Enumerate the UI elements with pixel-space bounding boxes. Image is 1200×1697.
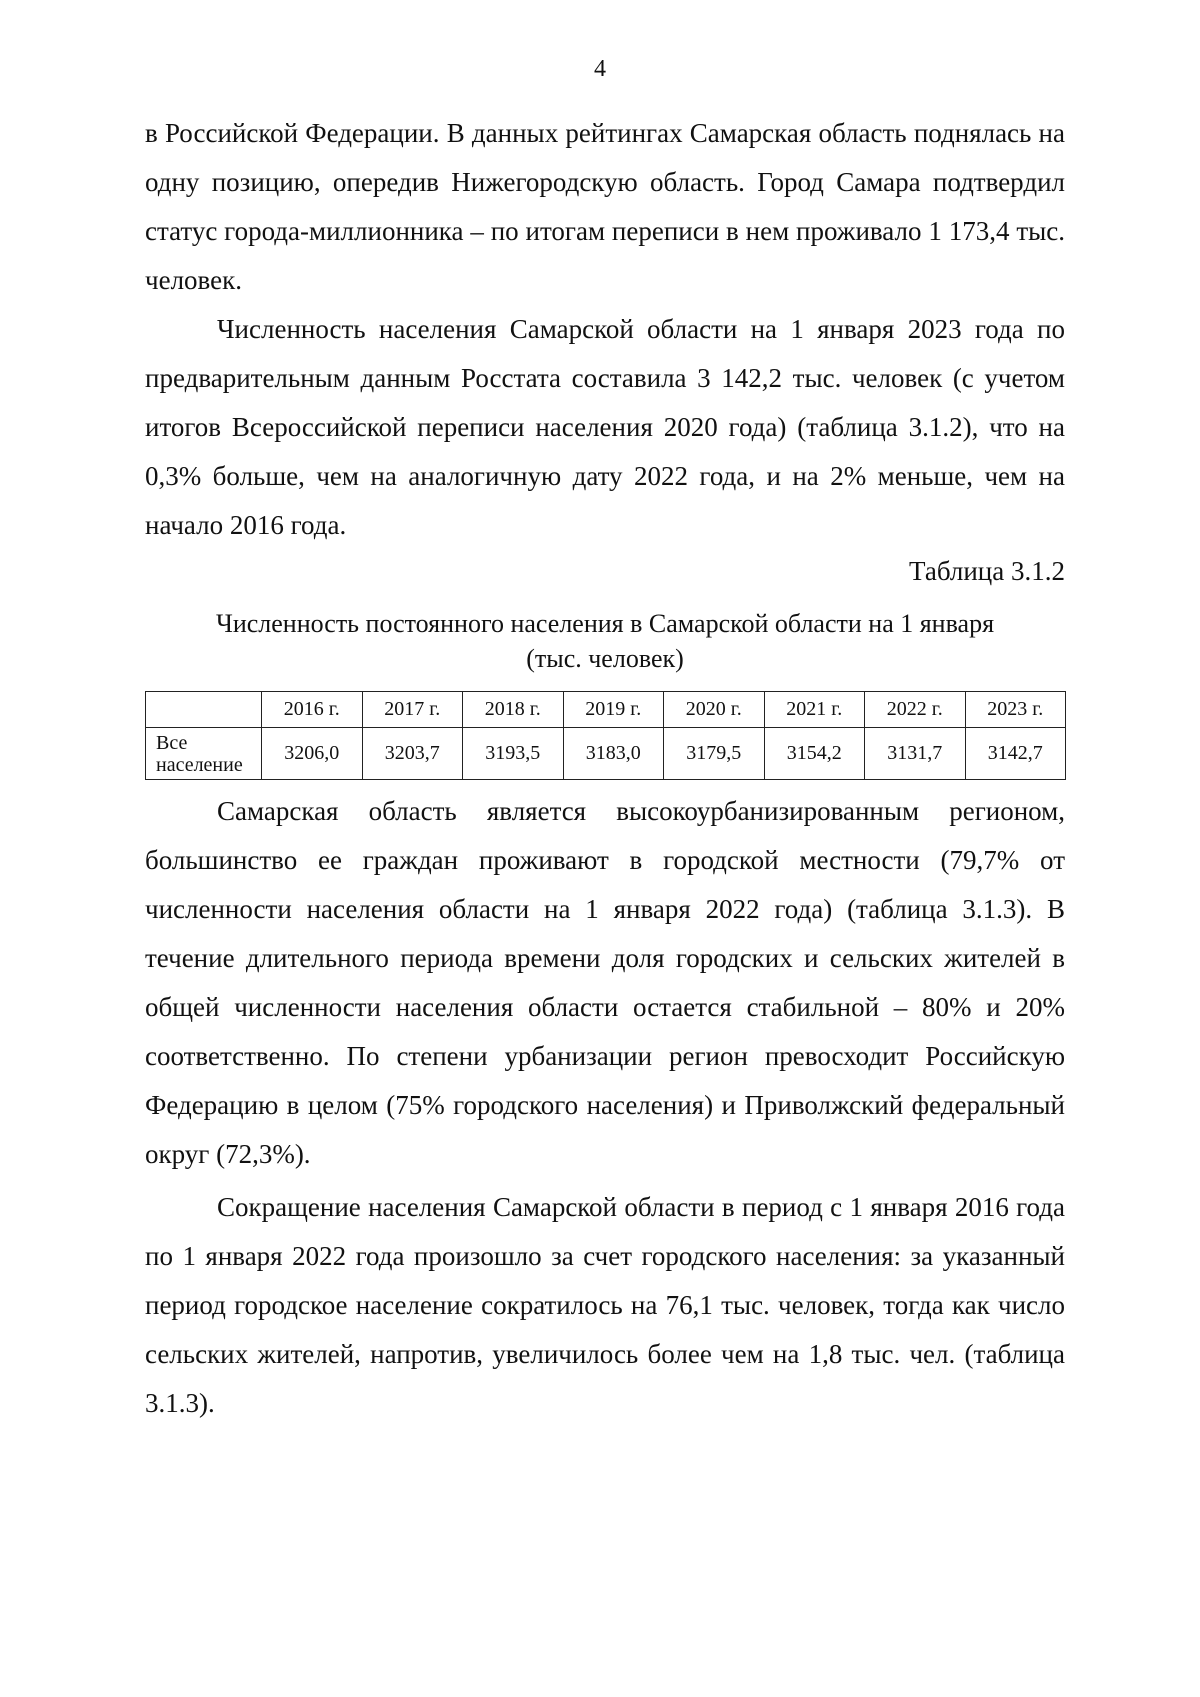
- table-cell: 3131,7: [865, 728, 966, 780]
- row-label-line-2: население: [156, 753, 243, 776]
- table-cell: 3142,7: [965, 728, 1066, 780]
- table-header-cell: 2016 г.: [262, 692, 363, 728]
- paragraph-3: Самарская область является высокоурбанизированным регионом, большинство ее граждан проживают в городской местности (79,7% от численности населения области на 1 января 2022 года) (таблица 3.1.3). В течение длительного периода времени доля городских и сельских жителей в общей численности населения области остается стабильной – 80% и 20% соответственно. По степени урбанизации регион превосходит Российскую Федерацию в целом (75% городского населения) и Приволжский федеральный округ (72,3%).: [145, 796, 1065, 1169]
- table-header-cell: 2019 г.: [563, 692, 664, 728]
- text-block-bottom: [145, 787, 1065, 1179]
- paragraph-4: Сокращение населения Самарской области в период с 1 января 2016 года по 1 января 2022 года произошло за счет городского населения: за указанный период городское население сократилось на 76,1 тыс. человек, тогда как число сельских жителей, напротив, увеличилось более чем на 1,8 тыс. чел. (таблица 3.1.3).: [145, 1192, 1065, 1418]
- text-block-top: [145, 109, 1065, 550]
- table-cell: 3154,2: [764, 728, 865, 780]
- table-row: [146, 728, 1066, 780]
- table-header-cell: 2020 г.: [664, 692, 765, 728]
- table-header-cell: 2018 г.: [463, 692, 564, 728]
- paragraph-2: Численность населения Самарской области на 1 января 2023 года по предварительным данным Росстата составила 3 142,2 тыс. человек (с учетом итогов Всероссийской переписи населения 2020 года) (таблица 3.1.2), что на 0,3% больше, чем на аналогичную дату 2022 года, и на 2% меньше, чем на начало 2016 года.: [145, 314, 1065, 540]
- population-table: [145, 691, 1066, 780]
- table-corner-cell: [146, 692, 262, 728]
- table-header-cell: 2023 г.: [965, 692, 1066, 728]
- table-label: Таблица 3.1.2: [909, 556, 1065, 586]
- table-header-cell: 2022 г.: [865, 692, 966, 728]
- table-cell: 3179,5: [664, 728, 765, 780]
- text-block-last: [145, 1183, 1065, 1428]
- table-caption-title: Численность постоянного населения в Самарской области на 1 января: [215, 609, 995, 638]
- table-header-cell: 2021 г.: [764, 692, 865, 728]
- table-cell: 3183,0: [563, 728, 664, 780]
- table-header-row: [146, 692, 1066, 728]
- table-cell: 3193,5: [463, 728, 564, 780]
- table-caption: [145, 606, 1065, 676]
- page-number: 4: [594, 56, 606, 82]
- table-header-cell: 2017 г.: [362, 692, 463, 728]
- row-label-line-1: Все: [156, 731, 188, 754]
- paragraph-1: в Российской Федерации. В данных рейтингах Самарская область поднялась на одну позицию, опередив Нижегородскую область. Город Самара подтвердил статус города-миллионника – по итогам переписи в нем проживало 1 173,4 тыс. человек.: [145, 118, 1065, 295]
- table-cell: 3203,7: [362, 728, 463, 780]
- table-cell: 3206,0: [262, 728, 363, 780]
- table-caption-units: (тыс. человек): [526, 644, 684, 673]
- table-row-label: [146, 728, 262, 780]
